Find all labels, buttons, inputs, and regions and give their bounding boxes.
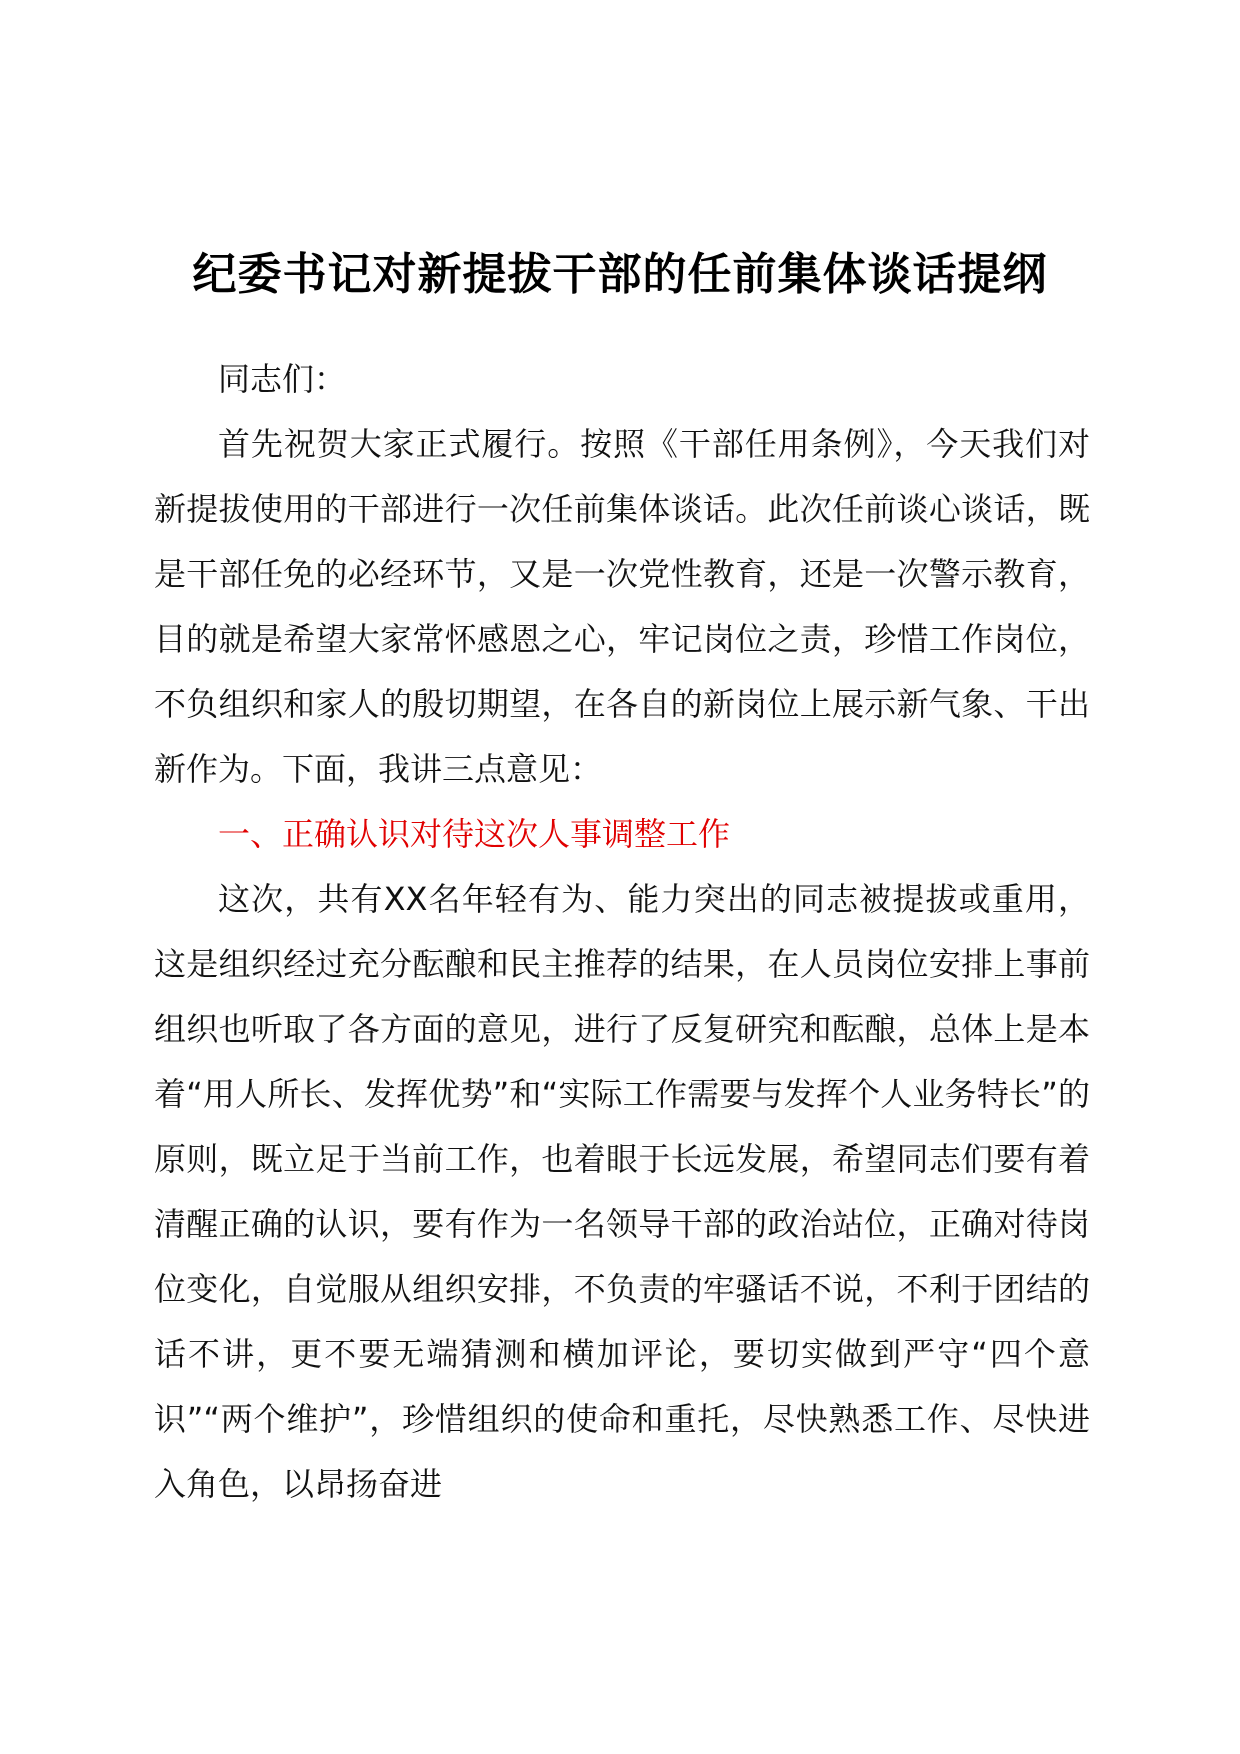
- section-heading-1: 一、正确认识对待这次人事调整工作: [218, 815, 731, 853]
- document-title: 纪委书记对新提拔干部的任前集体谈话提纲: [192, 249, 1048, 300]
- document-body: [154, 347, 1090, 1517]
- paragraph-section-1: 这次，共有XX名年轻有为、能力突出的同志被提拔或重用，这是组织经过充分酝酿和民主推荐的结果，在人员岗位安排上事前组织也听取了各方面的意见，进行了反复研究和酝酿，总体上是本着“用人所长、发挥优势”和“实际工作需要与发挥个人业务特长”的原则，既立足于当前工作，也着眼于长远发展，希望同志们要有着清醒正确的认识，要有作为一名领导干部的政治站位，正确对待岗位变化，自觉服从组织安排，不负责的牢骚话不说，不利于团结的话不讲，更不要无端猜测和横加评论，要切实做到严守“四个意识”“两个维护”，珍惜组织的使命和重托，尽快熟悉工作、尽快进入角色，以昂扬奋进: [154, 880, 1090, 1503]
- paragraph-intro: 首先祝贺大家正式履行。按照《干部任用条例》，今天我们对新提拔使用的干部进行一次任前集体谈话。此次任前谈心谈话，既是干部任免的必经环节，又是一次党性教育，还是一次警示教育，目的就是希望大家常怀感恩之心，牢记岗位之责，珍惜工作岗位，不负组织和家人的殷切期望，在各自的新岗位上展示新气象、干出新作为。下面，我讲三点意见：: [154, 425, 1090, 788]
- salutation: 同志们：: [218, 360, 347, 398]
